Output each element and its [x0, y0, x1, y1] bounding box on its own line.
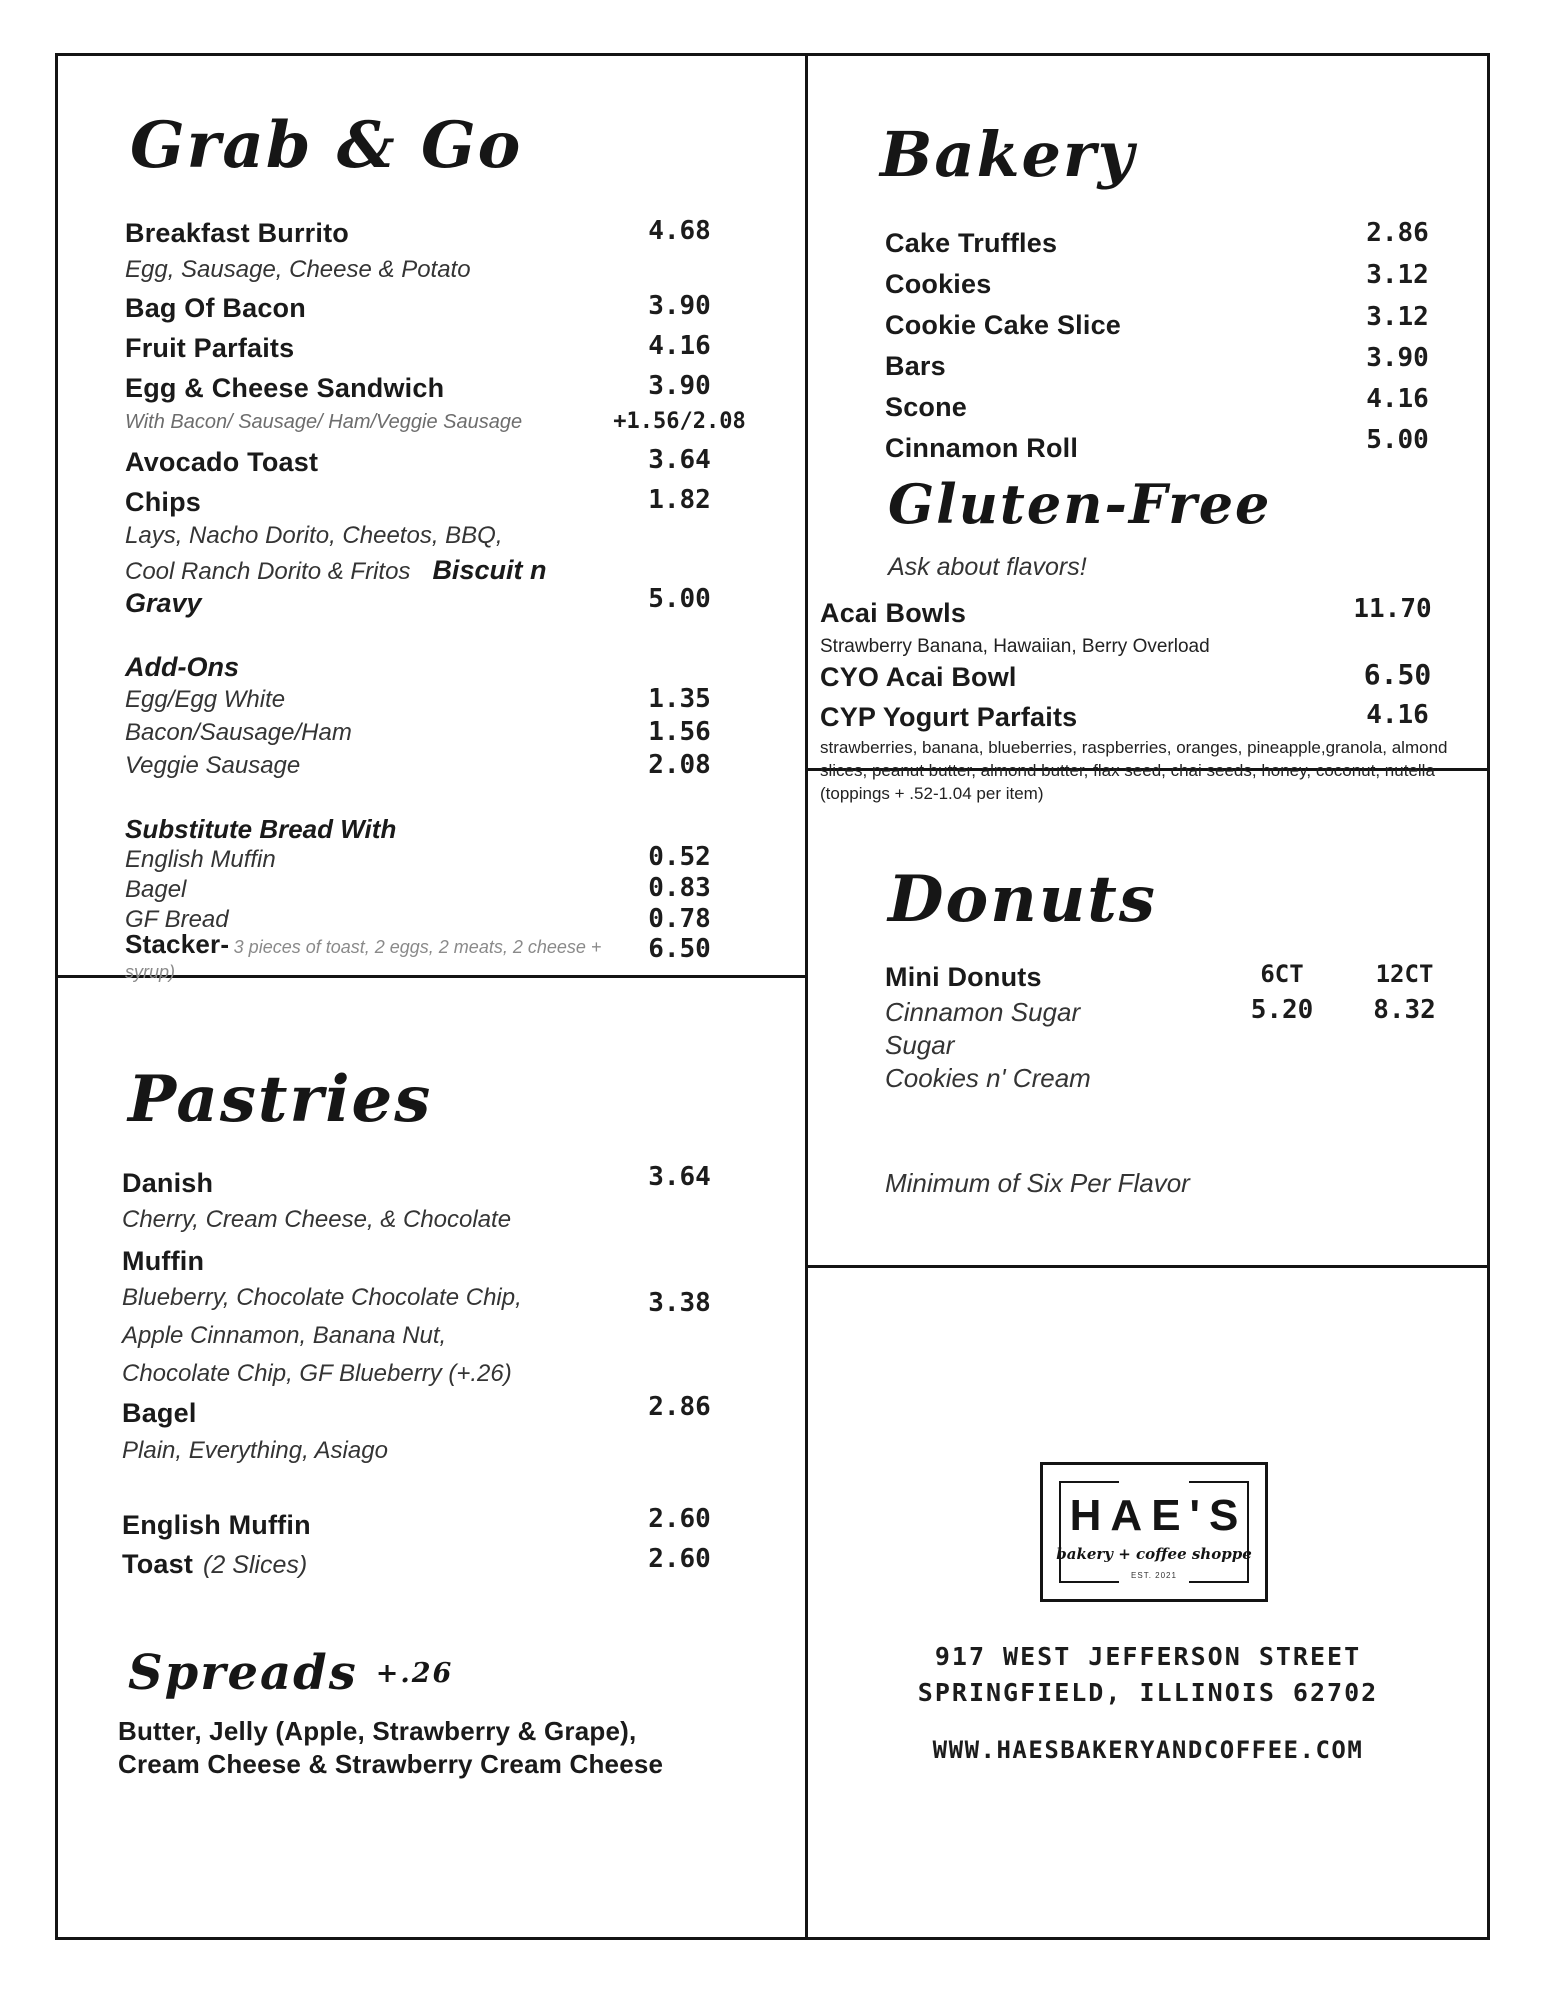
- menu-item: Danish: [122, 1168, 214, 1198]
- menu-item-desc: Plain, Everything, Asiago: [122, 1437, 388, 1464]
- menu-price: 1.82: [648, 485, 711, 515]
- donuts-price-12ct: 8.32: [1373, 995, 1436, 1025]
- menu-price: 4.16: [648, 331, 711, 361]
- menu-price: 0.83: [648, 873, 711, 903]
- gluten-free-title: Gluten-Free: [888, 472, 1272, 536]
- donuts-title: Donuts: [888, 862, 1157, 937]
- spreads-header: [128, 1645, 453, 1701]
- menu-price: 5.00: [1366, 425, 1429, 455]
- menu-price: 3.90: [648, 371, 711, 401]
- menu-item: English Muffin: [125, 846, 276, 873]
- menu-item: Cake Truffles: [885, 228, 1058, 258]
- subsection-title: Substitute Bread With: [125, 814, 397, 844]
- menu-item: Breakfast Burrito: [125, 218, 349, 248]
- menu-price: 0.78: [648, 904, 711, 934]
- menu-price: 3.38: [648, 1288, 711, 1318]
- menu-note-price: +1.56/2.08: [613, 409, 746, 434]
- menu-item: Muffin: [122, 1246, 205, 1276]
- donuts-price-6ct: 5.20: [1250, 995, 1314, 1025]
- website-url: WWW.HAESBAKERYANDCOFFEE.COM: [932, 1736, 1364, 1764]
- menu-item: CYO Acai Bowl: [820, 662, 1017, 692]
- menu-price: 1.56: [648, 717, 711, 747]
- donut-flavor: Cinnamon Sugar: [885, 997, 1081, 1027]
- donuts-note: Minimum of Six Per Flavor: [885, 1168, 1190, 1198]
- menu-item-desc-line: [125, 555, 546, 586]
- menu-price: 6.50: [1363, 658, 1432, 691]
- menu-item: Toast: [122, 1549, 194, 1579]
- menu-item: Bars: [885, 351, 946, 381]
- menu-item: Chips: [125, 487, 202, 517]
- menu-item: Bagel: [125, 876, 187, 903]
- menu-item: Fruit Parfaits: [125, 333, 295, 363]
- menu-item: Scone: [885, 392, 968, 422]
- gluten-free-subtitle: Ask about flavors!: [888, 553, 1087, 581]
- menu-price: 3.12: [1366, 260, 1429, 290]
- menu-item-note: With Bacon/ Sausage/ Ham/Veggie Sausage: [125, 411, 523, 433]
- menu-price: 3.12: [1366, 302, 1429, 332]
- menu-price: 11.70: [1353, 594, 1432, 624]
- donut-flavor: Cookies n' Cream: [885, 1063, 1091, 1093]
- address-line-2: SPRINGFIELD, ILLINOIS 62702: [917, 1678, 1379, 1707]
- menu-item: Avocado Toast: [125, 447, 319, 477]
- menu-price: 2.60: [648, 1504, 711, 1534]
- menu-item-desc: Apple Cinnamon, Banana Nut,: [122, 1322, 447, 1349]
- menu-item: Bacon/Sausage/Ham: [125, 719, 352, 746]
- logo-tagline: bakery + coffee shoppe: [1056, 1545, 1252, 1563]
- spreads-surcharge: +.26: [375, 1657, 454, 1689]
- right-divider-2: [805, 1265, 1490, 1268]
- menu-item: Egg/Egg White: [125, 686, 286, 713]
- menu-price: 2.86: [648, 1392, 711, 1422]
- spreads-desc: Butter, Jelly (Apple, Strawberry & Grape),: [118, 1716, 637, 1746]
- menu-price: 4.16: [1366, 700, 1429, 730]
- menu-price: 2.08: [648, 750, 711, 780]
- logo-box: [1040, 1462, 1268, 1602]
- menu-price: 3.90: [648, 291, 711, 321]
- spreads-desc: Cream Cheese & Strawberry Cream Cheese: [118, 1749, 664, 1779]
- menu-item: Egg & Cheese Sandwich: [125, 373, 445, 403]
- menu-item-desc: 3 pieces of toast, 2 eggs, 2 meats, 2 cheese + syrup): [125, 937, 602, 982]
- menu-price: 4.16: [1366, 384, 1429, 414]
- menu-item: GF Bread: [125, 906, 229, 933]
- menu-item: Stacker-: [125, 929, 230, 959]
- address-line-1: 917 WEST JEFFERSON STREET: [934, 1642, 1362, 1671]
- menu-price: 3.90: [1366, 343, 1429, 373]
- menu-item: Gravy: [125, 588, 202, 618]
- menu-item-row: [122, 1549, 307, 1580]
- subsection-title: Add-Ons: [125, 652, 239, 682]
- menu-item: Biscuit n: [432, 555, 547, 585]
- menu-item-desc: Blueberry, Chocolate Chocolate Chip,: [122, 1284, 522, 1311]
- logo-est: EST. 2021: [1131, 1571, 1177, 1580]
- grab-go-title: Grab & Go: [130, 108, 523, 183]
- donuts-col-12ct: 12CT: [1375, 960, 1434, 988]
- logo-wordmark: HAE'S: [1069, 1491, 1248, 1540]
- menu-price: 6.50: [648, 934, 711, 964]
- menu-item-qualifier: (2 Slices): [203, 1551, 308, 1579]
- donut-flavor: Sugar: [885, 1030, 955, 1060]
- menu-item-desc: Cherry, Cream Cheese, & Chocolate: [122, 1206, 512, 1233]
- menu-price: 2.60: [648, 1544, 711, 1574]
- menu-item: Bagel: [122, 1398, 197, 1428]
- menu-item: Acai Bowls: [820, 598, 967, 628]
- menu-price: 0.52: [648, 842, 711, 872]
- menu-price: 3.64: [648, 445, 711, 475]
- menu-item-stacker: [125, 928, 605, 984]
- menu-price: 1.35: [648, 684, 711, 714]
- menu-price: 2.86: [1366, 218, 1429, 248]
- menu-item-desc: Cool Ranch Dorito & Fritos: [125, 558, 411, 585]
- menu-price: 4.68: [648, 216, 711, 246]
- menu-item-desc: Strawberry Banana, Hawaiian, Berry Overload: [820, 636, 1210, 657]
- menu-item: CYP Yogurt Parfaits: [820, 702, 1078, 732]
- menu-price: 5.00: [648, 584, 711, 614]
- bakery-title: Bakery: [880, 118, 1136, 191]
- menu-item-desc: Chocolate Chip, GF Blueberry (+.26): [122, 1360, 512, 1387]
- donuts-col-6ct: 6CT: [1260, 960, 1304, 988]
- menu-item-desc: Egg, Sausage, Cheese & Potato: [125, 256, 471, 283]
- menu-item: Cookie Cake Slice: [885, 310, 1122, 340]
- menu-item: Mini Donuts: [885, 962, 1042, 992]
- menu-item-desc: strawberries, banana, blueberries, raspberries, oranges, pineapple,granola, almond slices, peanut butter, almond butter, flax seed, chai seeds, honey, coconut, nutella (toppings + .52-1.04 per item): [820, 738, 1448, 803]
- menu-item: Bag Of Bacon: [125, 293, 306, 323]
- menu-item: Cookies: [885, 269, 992, 299]
- spreads-title: Spreads: [128, 1645, 358, 1701]
- menu-item: Veggie Sausage: [125, 752, 301, 779]
- menu-price: 3.64: [648, 1162, 711, 1192]
- menu-item: Cinnamon Roll: [885, 433, 1079, 463]
- menu-item-desc: Lays, Nacho Dorito, Cheetos, BBQ,: [125, 522, 503, 549]
- pastries-title: Pastries: [128, 1062, 433, 1137]
- menu-item: English Muffin: [122, 1510, 311, 1540]
